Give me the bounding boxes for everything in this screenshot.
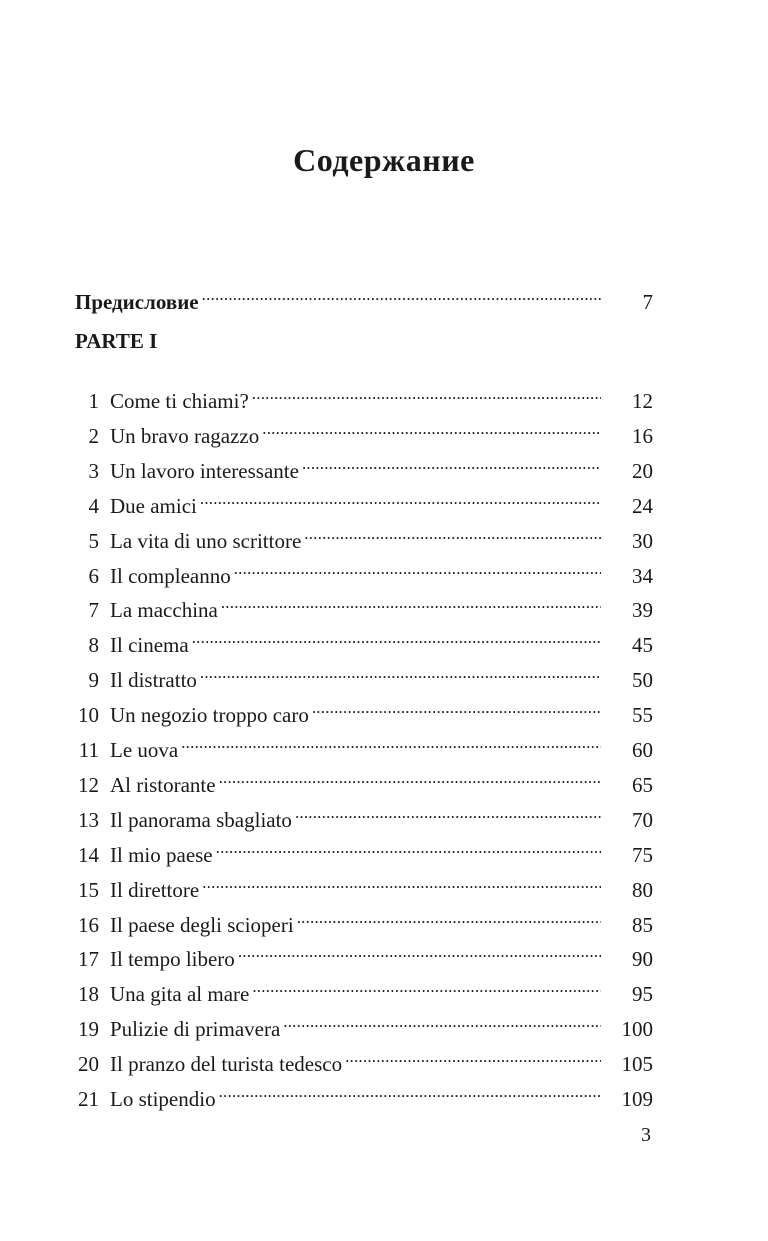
dot-leader (283, 1006, 601, 1036)
toc-entry-page: 95 (632, 982, 653, 1007)
toc-entry (75, 727, 653, 762)
toc-entry (75, 1041, 653, 1077)
toc-entry (75, 797, 653, 832)
toc-entry-page: 80 (632, 877, 653, 902)
dot-leader (238, 936, 601, 966)
toc-entry (75, 413, 653, 448)
toc-entry-page: 12 (632, 389, 653, 413)
dot-leader (202, 279, 601, 309)
toc-entry-number: 10 (78, 703, 99, 728)
toc-entry-number: 6 (88, 563, 99, 588)
toc-entry-title: Come ti chiami? (110, 389, 249, 413)
toc-entry-number: 2 (88, 423, 99, 448)
dot-leader (219, 1076, 601, 1106)
toc-entry-title: Due amici (110, 493, 197, 518)
toc-entry (75, 762, 653, 797)
toc-entry-page: 109 (621, 1087, 653, 1111)
toc-entry-number: 11 (78, 738, 99, 762)
toc-entry-title: Il pranzo del turista tedesco (110, 1052, 343, 1077)
toc-entry-page: 16 (632, 423, 653, 448)
toc-entry-page: 55 (632, 703, 653, 728)
toc-entry-page: 20 (632, 458, 653, 483)
dot-leader (221, 587, 601, 617)
toc-entry-title: La macchina (110, 598, 218, 623)
toc-entry (75, 867, 653, 902)
toc-entry-number: 14 (78, 842, 99, 867)
toc-entry-title: Il tempo libero (110, 947, 235, 972)
toc-entry-title: Il panorama sbagliato (110, 807, 292, 832)
page-title: Содержание (293, 142, 475, 178)
dot-leader (304, 518, 601, 548)
toc-entry (75, 1006, 653, 1042)
dot-leader (192, 622, 601, 652)
toc-entry (75, 657, 653, 693)
toc-entry-title: Il direttore (110, 877, 200, 902)
toc-entry (75, 518, 653, 553)
toc-entry-title: Il compleanno (110, 563, 231, 588)
dot-leader (345, 1041, 601, 1071)
toc-entry-page: 60 (632, 738, 653, 762)
toc-entry-title: Un negozio troppo caro (110, 703, 309, 728)
toc-entry-page: 39 (632, 598, 653, 623)
page-number: 3 (641, 1124, 651, 1146)
toc-entry (75, 378, 653, 413)
dot-leader (200, 657, 601, 687)
dot-leader (219, 762, 601, 792)
dot-leader (202, 867, 601, 897)
toc-entry-page: 100 (621, 1017, 653, 1042)
part-heading: PARTE I (75, 329, 158, 353)
toc-entry-number: 16 (78, 912, 99, 937)
toc-entry-title: Un bravo ragazzo (110, 423, 260, 448)
toc-entry-title: Una gita al mare (110, 982, 250, 1007)
toc-entry-page: 7 (642, 290, 653, 314)
toc-entry-title: Le uova (110, 738, 179, 762)
toc-entry (75, 902, 653, 937)
toc-entry-title: Pulizie di primavera (110, 1017, 281, 1042)
toc-entry (75, 553, 653, 588)
toc-entry (75, 448, 653, 483)
dot-leader (252, 378, 601, 408)
toc-entry (75, 971, 653, 1007)
toc-entry-number: 7 (88, 598, 99, 623)
toc-entry-page: 75 (632, 842, 653, 867)
dot-leader (216, 832, 601, 862)
toc-entry-number: 1 (88, 389, 99, 413)
toc-entry-number: 5 (88, 528, 99, 553)
toc-entry-title: Il paese degli scioperi (110, 912, 294, 937)
dot-leader (234, 553, 601, 583)
toc-entry-page: 24 (632, 493, 653, 518)
toc-entry-number: 19 (78, 1017, 99, 1042)
toc-entry-number: 3 (88, 458, 99, 483)
toc-entry-title: Il distratto (110, 668, 197, 693)
toc-entry-page: 105 (621, 1052, 653, 1077)
toc-entry-number: 8 (88, 633, 99, 658)
toc-entry-preface (75, 279, 653, 314)
toc-entry (75, 936, 653, 972)
toc-entry-number: 21 (78, 1087, 99, 1111)
toc-entry (75, 587, 653, 623)
toc-entry-page: 70 (632, 807, 653, 832)
toc-entry-title: Lo stipendio (110, 1087, 216, 1111)
dot-leader (181, 727, 601, 757)
toc-entry (75, 622, 653, 658)
toc-entry-number: 20 (78, 1052, 99, 1077)
toc-entry-number: 4 (88, 493, 99, 518)
toc-entry-number: 17 (78, 947, 99, 972)
toc-entry-page: 90 (632, 947, 653, 972)
toc-entry-number: 18 (78, 982, 99, 1007)
toc-entry-title: Предисловие (75, 290, 199, 314)
toc-entry (75, 832, 653, 867)
toc-entry-title: Il cinema (110, 633, 189, 658)
dot-leader (252, 971, 601, 1001)
toc-entry-number: 9 (88, 668, 99, 693)
dot-leader (302, 448, 601, 478)
dot-leader (297, 902, 601, 932)
toc-entry-title: Il mio paese (110, 842, 213, 867)
toc-entry-page: 45 (632, 633, 653, 658)
toc-entry (75, 483, 653, 518)
toc-entry-title: La vita di uno scrittore (110, 528, 302, 553)
toc-entry-page: 34 (632, 563, 653, 588)
dot-leader (295, 797, 601, 827)
toc-entry-title: Al ristorante (110, 772, 216, 797)
toc-entry-page: 65 (632, 772, 653, 797)
dot-leader (262, 413, 601, 443)
toc-entry (75, 1076, 653, 1111)
toc-entry-title: Un lavoro interessante (110, 458, 299, 483)
toc-entry-page: 85 (632, 912, 653, 937)
dot-leader (312, 692, 601, 722)
dot-leader (200, 483, 601, 513)
toc-entry-page: 30 (632, 528, 653, 553)
toc-entry-number: 15 (78, 877, 99, 902)
toc-entry-number: 12 (78, 772, 99, 797)
toc-entry-number: 13 (78, 807, 99, 832)
toc-entry-page: 50 (632, 668, 653, 693)
toc-entry (75, 692, 653, 728)
